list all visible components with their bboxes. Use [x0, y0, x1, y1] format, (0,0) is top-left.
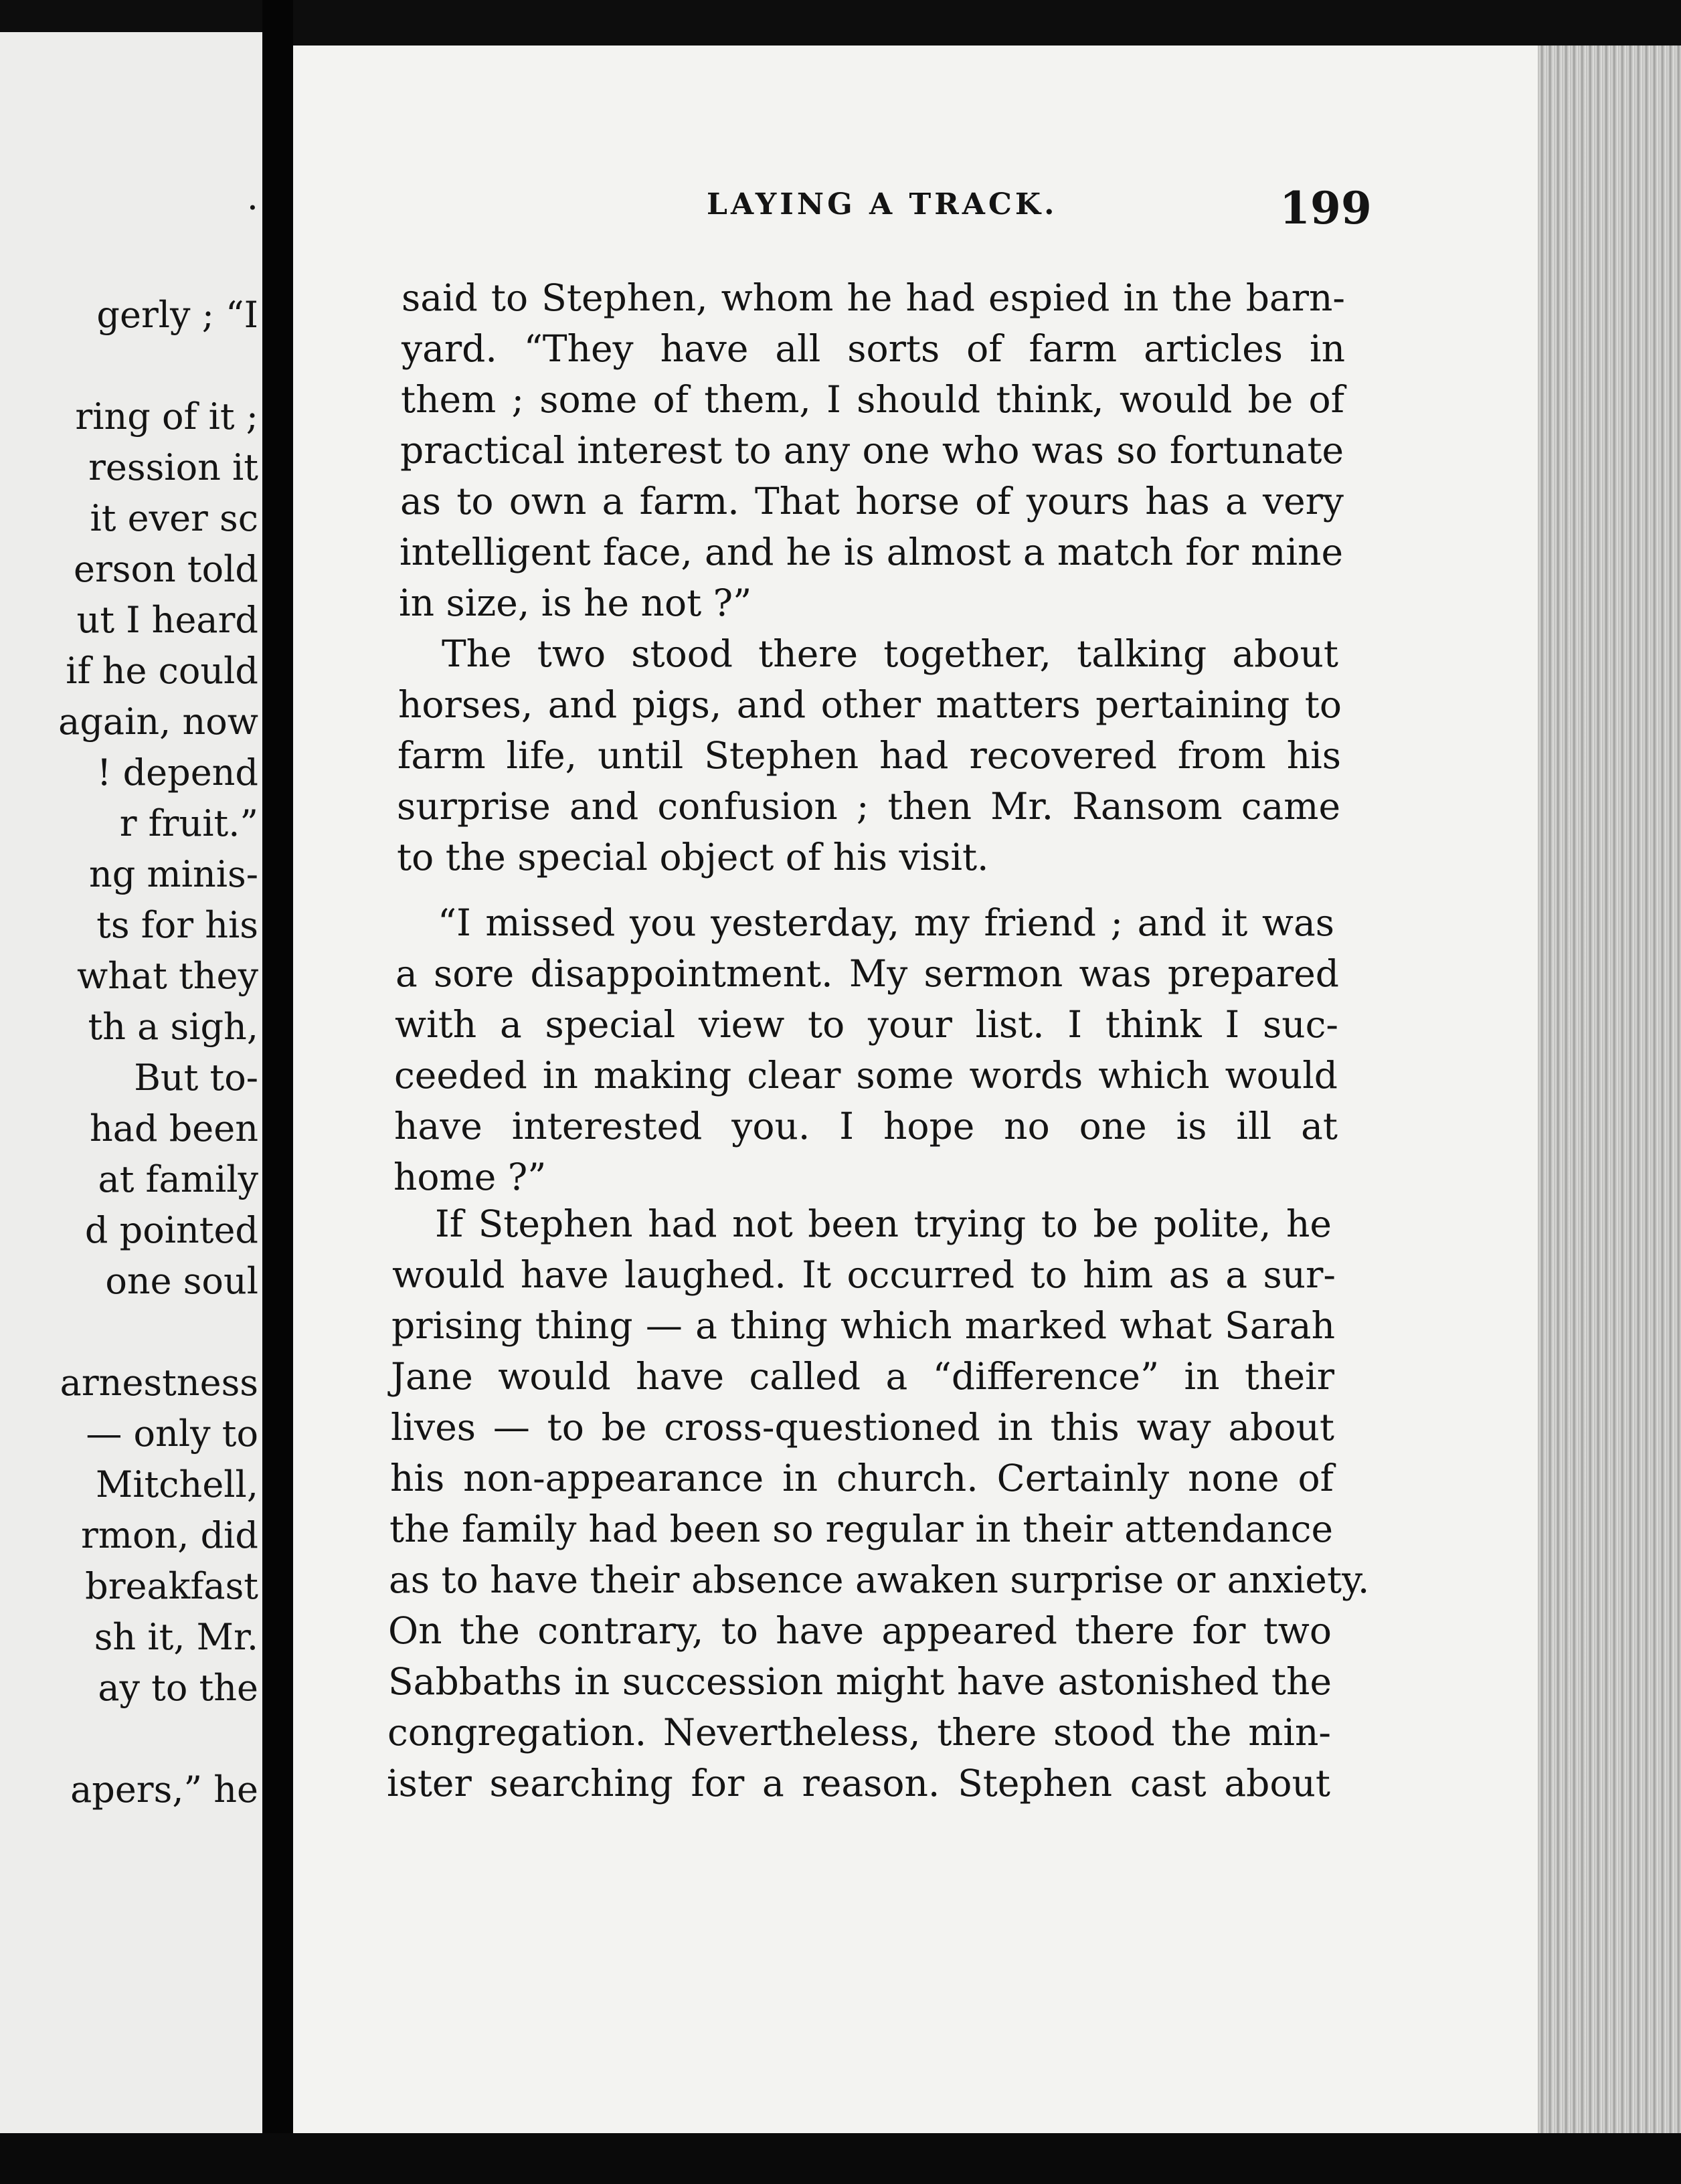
body-text-line: congregation. Nevertheless, there stood the min- [387, 1711, 1331, 1754]
body-text-line: If Stephen had not been trying to be polite, he [435, 1202, 1332, 1245]
left-page-line: had been [90, 1107, 258, 1150]
left-page-line: erson told [74, 548, 258, 590]
left-page-line: at family [98, 1158, 258, 1200]
body-text-line: as to have their absence awaken surprise or anxiety. [389, 1558, 1370, 1601]
body-text-line: Sabbaths in succession might have astonished the [388, 1660, 1332, 1703]
left-page-line: ay to the [98, 1667, 258, 1709]
body-text-line: lives — to be cross-questioned in this way about [391, 1406, 1334, 1449]
left-page-line: ring of it ; [75, 395, 258, 438]
left-page-line: gerly ; “I [96, 294, 258, 336]
left-page-line: rmon, did [80, 1514, 258, 1556]
left-page-line: it ever sc [90, 497, 258, 539]
left-page [0, 32, 262, 2173]
book-gutter [262, 0, 293, 2184]
body-text-line: intelligent face, and he is almost a match for mine [400, 531, 1343, 573]
left-page-line: ! depend [96, 751, 258, 794]
body-text-line: the family had been so regular in their attendance [389, 1508, 1333, 1550]
left-page-line: — only to [86, 1413, 258, 1455]
left-page-line: ression it [88, 446, 258, 488]
body-text-line: yard. “They have all sorts of farm articles in [402, 327, 1345, 370]
body-text-line: “I missed you yesterday, my friend ; and it was [438, 901, 1334, 944]
body-text-line: as to own a farm. That horse of yours has a very [400, 480, 1344, 523]
body-text-line: The two stood there together, talking about [442, 632, 1338, 675]
body-text-line: home ?” [393, 1156, 547, 1198]
left-page-line: But to- [134, 1057, 258, 1099]
body-text-line: horses, and pigs, and other matters pertaining to [398, 683, 1342, 726]
left-page-line: if he could [66, 650, 258, 692]
left-page-line: arnestness [60, 1362, 258, 1404]
left-page-line: one soul [105, 1260, 258, 1302]
left-page-line: · [246, 187, 258, 229]
body-text-line: said to Stephen, whom he had espied in the barn- [402, 276, 1345, 319]
body-text-line: farm life, until Stephen had recovered from his [397, 734, 1341, 777]
page-edges [1538, 46, 1681, 2133]
body-text-line: surprise and confusion ; then Mr. Ransom came [397, 785, 1340, 828]
left-page-line: d pointed [84, 1209, 258, 1251]
body-text-line: practical interest to any one who was so fortunate [400, 429, 1344, 472]
body-text-line: his non-appearance in church. Certainly none of [390, 1457, 1334, 1499]
body-text-line: Jane would have called a “difference” in their [391, 1355, 1334, 1398]
body-text-line: with a special view to your list. I think I suc- [395, 1003, 1338, 1046]
left-page-line: th a sigh, [88, 1006, 258, 1048]
left-page-line: sh it, Mr. [94, 1616, 258, 1658]
left-page-line: ng minis- [89, 853, 258, 895]
scan-bottom-border [0, 2133, 1681, 2184]
left-page-line: r fruit.” [119, 802, 258, 844]
left-page-line: again, now [58, 701, 258, 743]
body-text-line: them ; some of them, I should think, would be of [401, 378, 1344, 421]
body-text-line: ister searching for a reason. Stephen cast about [387, 1762, 1330, 1805]
body-text-line: would have laughed. It occurred to him as a sur- [392, 1253, 1336, 1296]
body-text-line: in size, is he not ?” [399, 581, 752, 624]
body-text-line: ceeded in making clear some words which would [394, 1054, 1338, 1097]
left-page-line: ut I heard [76, 599, 258, 641]
body-text-line: On the contrary, to have appeared there for two [388, 1609, 1332, 1652]
left-page-line: breakfast [85, 1565, 258, 1607]
running-head: LAYING A TRACK. [707, 187, 1058, 221]
left-page-line: ts for his [96, 904, 258, 946]
body-text-line: a sore disappointment. My sermon was prepared [395, 952, 1339, 995]
left-page-line: what they [76, 955, 258, 997]
body-text-line: have interested you. I hope no one is ill at [394, 1105, 1338, 1148]
body-text-line: to the special object of his visit. [397, 836, 989, 879]
page-number: 199 [1279, 182, 1372, 234]
left-page-line: apers,” he [70, 1768, 258, 1811]
left-page-line: Mitchell, [96, 1463, 258, 1506]
body-text-line: prising thing — a thing which marked what Sarah [391, 1304, 1335, 1347]
